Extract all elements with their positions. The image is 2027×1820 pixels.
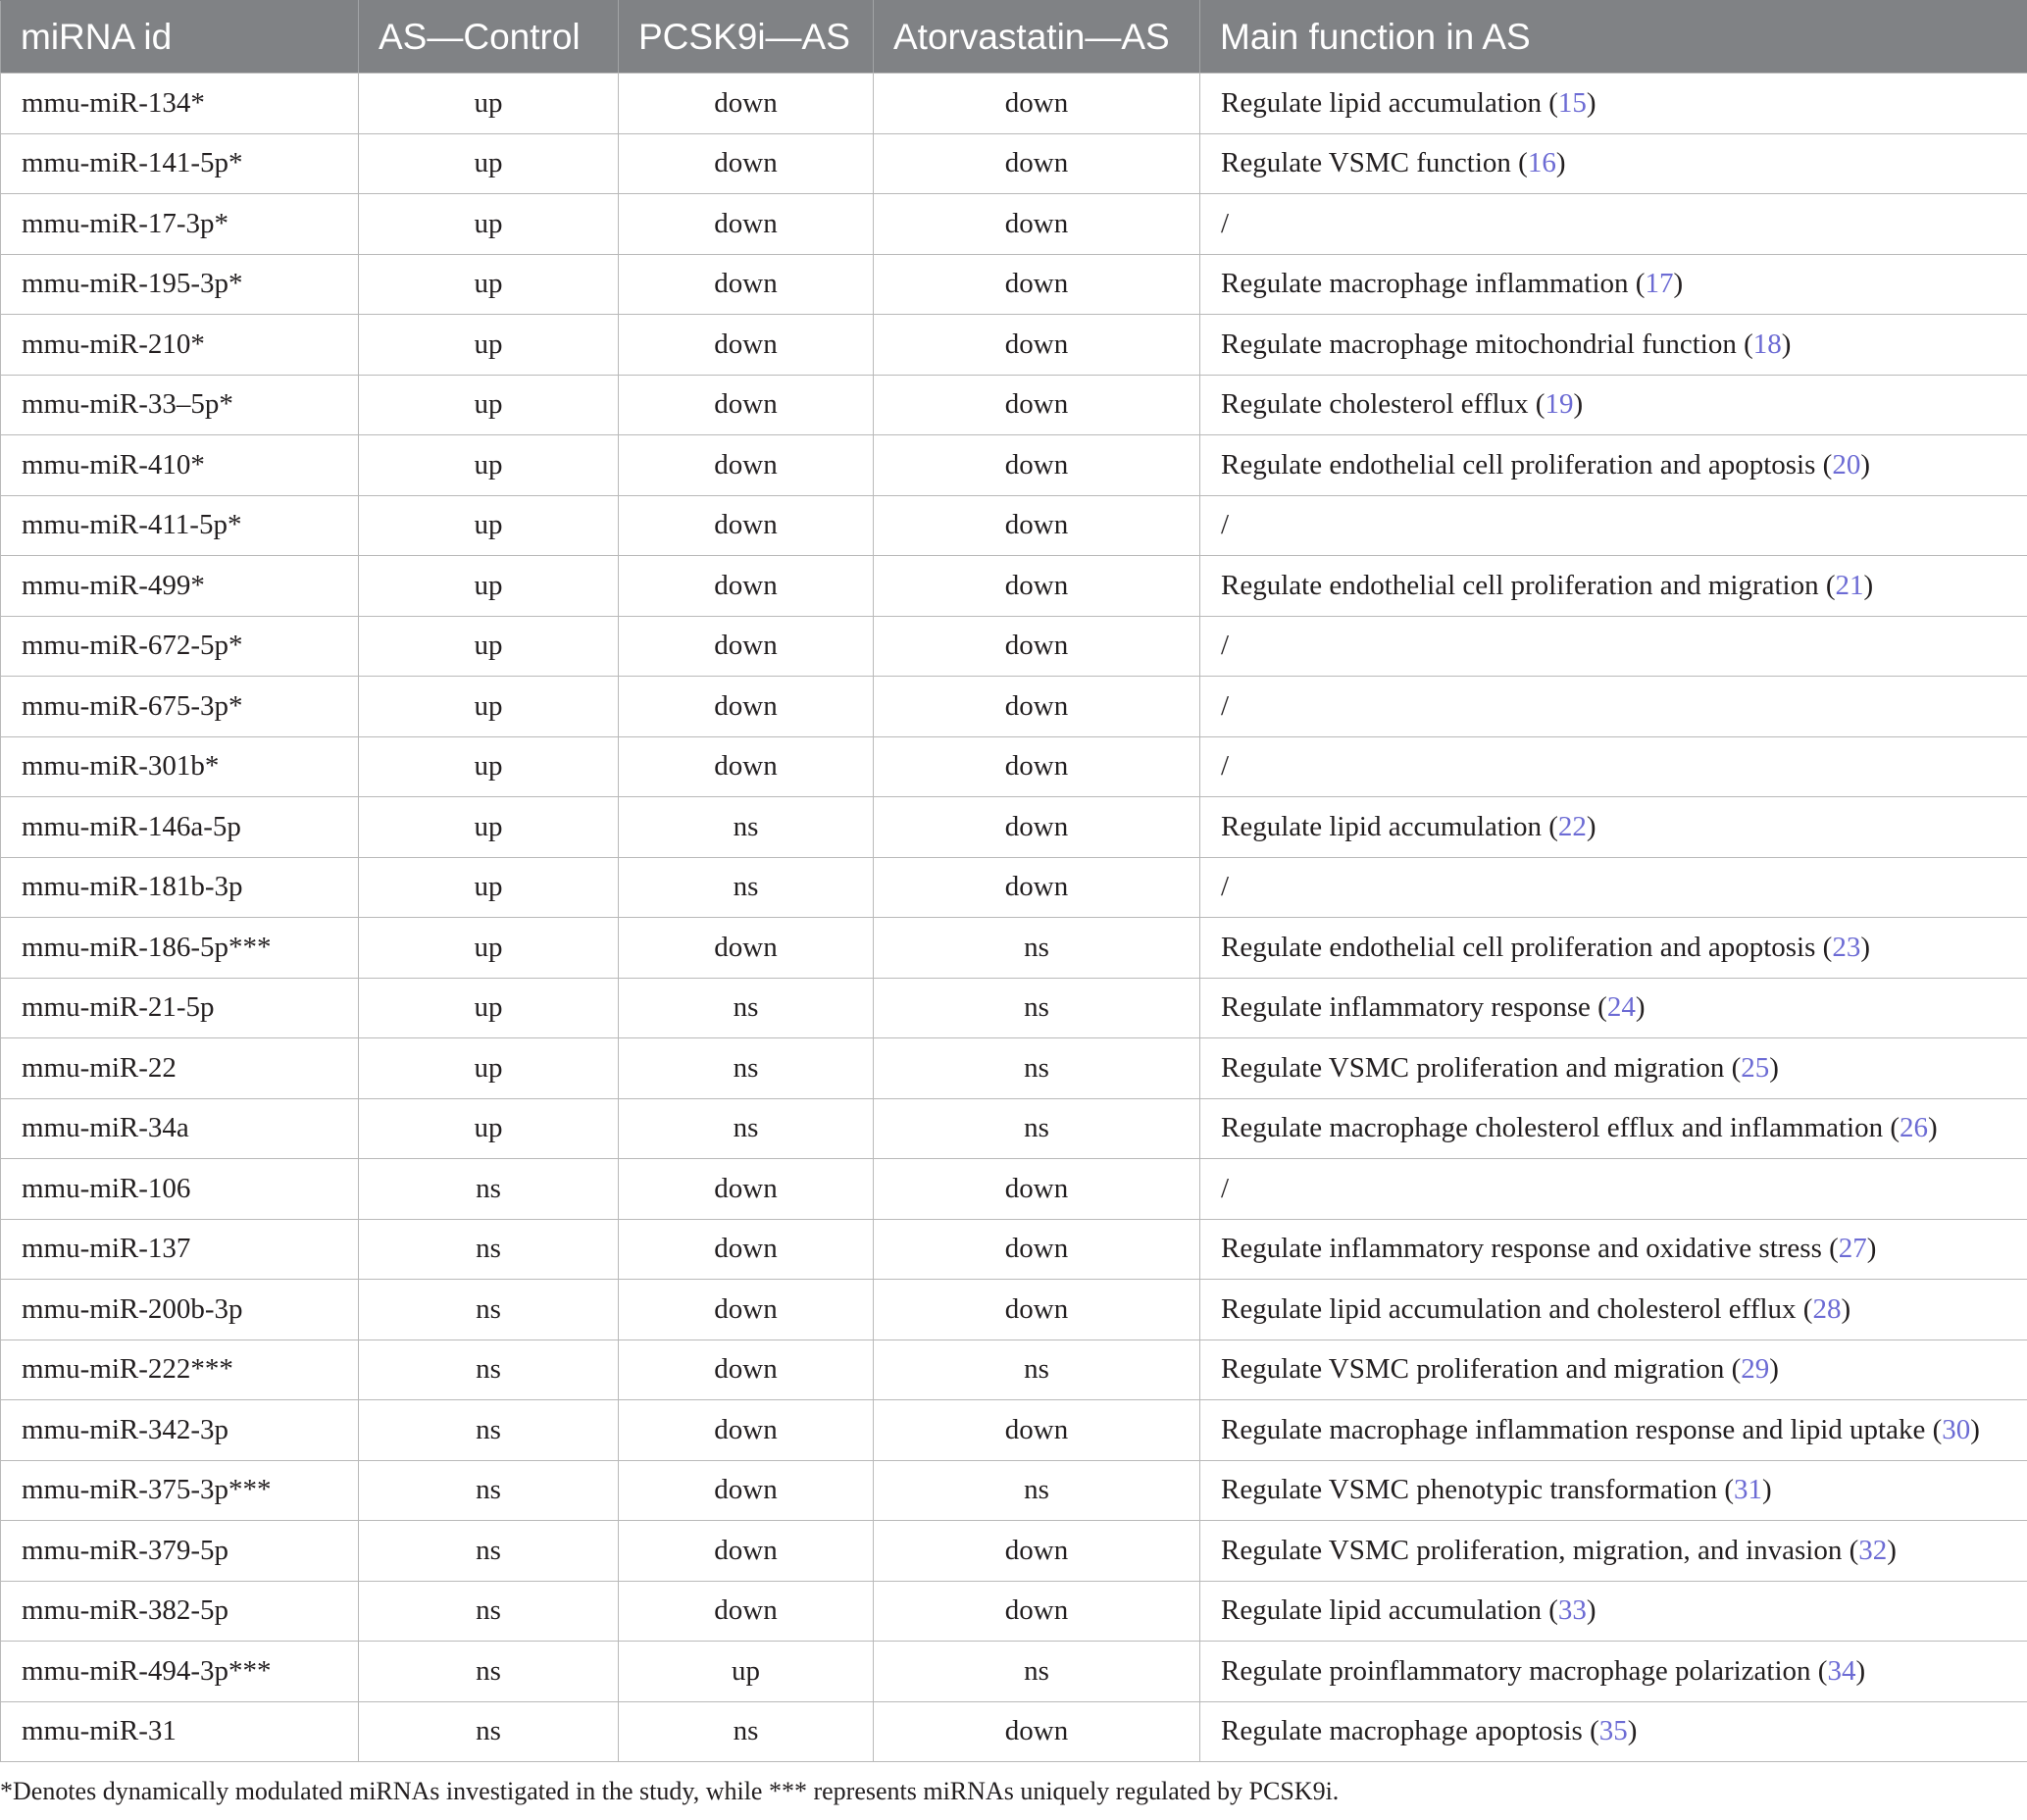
- mirna-id-cell: mmu-miR-301b*: [1, 736, 359, 797]
- citation-link[interactable]: ( 21 ): [1819, 570, 1874, 601]
- function-cell: [1200, 435, 2027, 496]
- as-control-cell: up: [359, 736, 619, 797]
- table-row: [1, 736, 2027, 797]
- pcsk9i-as-cell: down: [619, 556, 874, 617]
- table-row: [1, 315, 2027, 376]
- function-text: Regulate macrophage cholesterol efflux and inflammation: [1221, 1112, 1884, 1144]
- pcsk9i-as-cell: down: [619, 315, 874, 376]
- atorvastatin-as-cell: down: [874, 1400, 1200, 1461]
- mirna-id-cell: mmu-miR-411-5p*: [1, 495, 359, 556]
- function-cell: [1200, 495, 2027, 556]
- function-cell: [1200, 1098, 2027, 1159]
- as-control-cell: up: [359, 74, 619, 134]
- function-text: /: [1221, 750, 1230, 783]
- pcsk9i-as-cell: down: [619, 1521, 874, 1582]
- mirna-id-cell: mmu-miR-141-5p*: [1, 133, 359, 194]
- pcsk9i-as-cell: down: [619, 435, 874, 496]
- atorvastatin-as-cell: ns: [874, 1098, 1200, 1159]
- function-text: /: [1221, 689, 1230, 722]
- atorvastatin-as-cell: down: [874, 1159, 1200, 1220]
- as-control-cell: up: [359, 797, 619, 858]
- pcsk9i-as-cell: down: [619, 1280, 874, 1340]
- citation-link[interactable]: ( 33 ): [1542, 1594, 1596, 1626]
- header-as-control: AS—Control: [359, 1, 619, 74]
- table-header: [1, 1, 2027, 74]
- table-row: [1, 74, 2027, 134]
- pcsk9i-as-cell: down: [619, 495, 874, 556]
- atorvastatin-as-cell: down: [874, 1701, 1200, 1762]
- mirna-id-cell: mmu-miR-31: [1, 1701, 359, 1762]
- as-control-cell: up: [359, 133, 619, 194]
- pcsk9i-as-cell: down: [619, 1460, 874, 1521]
- pcsk9i-as-cell: up: [619, 1642, 874, 1702]
- pcsk9i-as-cell: down: [619, 194, 874, 255]
- function-cell: [1200, 1642, 2027, 1702]
- function-cell: [1200, 1038, 2027, 1099]
- table-row: [1, 435, 2027, 496]
- citation-link[interactable]: ( 22 ): [1542, 811, 1596, 842]
- function-cell: [1200, 1460, 2027, 1521]
- function-cell: [1200, 133, 2027, 194]
- mirna-id-cell: mmu-miR-146a-5p: [1, 797, 359, 858]
- table-row: [1, 1460, 2027, 1521]
- function-cell: [1200, 857, 2027, 918]
- citation-link[interactable]: ( 16 ): [1511, 147, 1566, 178]
- mirna-id-cell: mmu-miR-375-3p***: [1, 1460, 359, 1521]
- function-text: /: [1221, 207, 1230, 239]
- function-text: Regulate VSMC proliferation and migration: [1221, 1353, 1725, 1386]
- citation-link[interactable]: ( 24 ): [1591, 991, 1646, 1023]
- function-text: Regulate macrophage mitochondrial function: [1221, 328, 1737, 360]
- table-row: [1, 375, 2027, 435]
- as-control-cell: up: [359, 1098, 619, 1159]
- pcsk9i-as-cell: down: [619, 918, 874, 979]
- function-cell: [1200, 677, 2027, 737]
- atorvastatin-as-cell: down: [874, 74, 1200, 134]
- pcsk9i-as-cell: ns: [619, 857, 874, 918]
- table-row: [1, 254, 2027, 315]
- table-row: [1, 857, 2027, 918]
- function-cell: [1200, 1340, 2027, 1400]
- citation-link[interactable]: ( 29 ): [1724, 1353, 1779, 1385]
- citation-link[interactable]: ( 25 ): [1724, 1052, 1779, 1084]
- as-control-cell: up: [359, 375, 619, 435]
- atorvastatin-as-cell: down: [874, 857, 1200, 918]
- mirna-id-cell: mmu-miR-181b-3p: [1, 857, 359, 918]
- mirna-id-cell: mmu-miR-672-5p*: [1, 616, 359, 677]
- function-text: Regulate VSMC function: [1221, 147, 1511, 179]
- function-text: Regulate lipid accumulation: [1221, 1594, 1542, 1627]
- as-control-cell: up: [359, 495, 619, 556]
- atorvastatin-as-cell: down: [874, 677, 1200, 737]
- as-control-cell: up: [359, 1038, 619, 1099]
- mirna-id-cell: mmu-miR-106: [1, 1159, 359, 1220]
- as-control-cell: ns: [359, 1642, 619, 1702]
- function-text: /: [1221, 871, 1230, 903]
- function-cell: [1200, 978, 2027, 1038]
- mirna-id-cell: mmu-miR-17-3p*: [1, 194, 359, 255]
- atorvastatin-as-cell: down: [874, 736, 1200, 797]
- function-cell: [1200, 736, 2027, 797]
- function-text: Regulate inflammatory response: [1221, 991, 1591, 1024]
- citation-link[interactable]: ( 34 ): [1811, 1655, 1866, 1687]
- pcsk9i-as-cell: down: [619, 375, 874, 435]
- mirna-id-cell: mmu-miR-134*: [1, 74, 359, 134]
- function-text: /: [1221, 630, 1230, 662]
- citation-link[interactable]: ( 35 ): [1583, 1715, 1638, 1746]
- citation-link[interactable]: ( 18 ): [1737, 329, 1792, 360]
- mirna-id-cell: mmu-miR-379-5p: [1, 1521, 359, 1582]
- citation-link[interactable]: ( 30 ): [1925, 1414, 1980, 1445]
- pcsk9i-as-cell: down: [619, 1581, 874, 1642]
- function-cell: [1200, 1701, 2027, 1762]
- atorvastatin-as-cell: ns: [874, 1460, 1200, 1521]
- citation-link[interactable]: ( 31 ): [1717, 1474, 1772, 1505]
- mirna-id-cell: mmu-miR-499*: [1, 556, 359, 617]
- citation-link[interactable]: ( 32 ): [1842, 1535, 1897, 1566]
- atorvastatin-as-cell: down: [874, 616, 1200, 677]
- function-text: Regulate lipid accumulation: [1221, 86, 1542, 119]
- function-text: Regulate endothelial cell proliferation and migration: [1221, 569, 1819, 601]
- mirna-id-cell: mmu-miR-21-5p: [1, 978, 359, 1038]
- as-control-cell: ns: [359, 1340, 619, 1400]
- mirna-id-cell: mmu-miR-494-3p***: [1, 1642, 359, 1702]
- atorvastatin-as-cell: down: [874, 435, 1200, 496]
- table-row: [1, 133, 2027, 194]
- mirna-id-cell: mmu-miR-200b-3p: [1, 1280, 359, 1340]
- function-cell: [1200, 1400, 2027, 1461]
- pcsk9i-as-cell: down: [619, 616, 874, 677]
- atorvastatin-as-cell: down: [874, 1521, 1200, 1582]
- pcsk9i-as-cell: ns: [619, 1098, 874, 1159]
- pcsk9i-as-cell: ns: [619, 978, 874, 1038]
- as-control-cell: ns: [359, 1219, 619, 1280]
- mirna-id-cell: mmu-miR-410*: [1, 435, 359, 496]
- atorvastatin-as-cell: ns: [874, 918, 1200, 979]
- as-control-cell: up: [359, 857, 619, 918]
- as-control-cell: up: [359, 677, 619, 737]
- function-text: Regulate lipid accumulation and cholesterol efflux: [1221, 1292, 1797, 1325]
- citation-link[interactable]: ( 20 ): [1815, 449, 1870, 480]
- atorvastatin-as-cell: ns: [874, 1038, 1200, 1099]
- function-text: /: [1221, 1172, 1230, 1204]
- table-row: [1, 1219, 2027, 1280]
- table-row: [1, 1038, 2027, 1099]
- citation-link[interactable]: ( 28 ): [1797, 1293, 1851, 1325]
- function-cell: [1200, 74, 2027, 134]
- as-control-cell: up: [359, 616, 619, 677]
- function-cell: [1200, 616, 2027, 677]
- pcsk9i-as-cell: down: [619, 133, 874, 194]
- function-text: Regulate inflammatory response and oxidative stress: [1221, 1233, 1822, 1265]
- table-row: [1, 556, 2027, 617]
- function-text: Regulate lipid accumulation: [1221, 810, 1542, 842]
- atorvastatin-as-cell: ns: [874, 1642, 1200, 1702]
- header-row: [1, 1, 2027, 74]
- citation-link[interactable]: ( 19 ): [1529, 388, 1584, 420]
- table-row: [1, 1159, 2027, 1220]
- as-control-cell: up: [359, 556, 619, 617]
- atorvastatin-as-cell: ns: [874, 1340, 1200, 1400]
- pcsk9i-as-cell: down: [619, 677, 874, 737]
- atorvastatin-as-cell: down: [874, 133, 1200, 194]
- pcsk9i-as-cell: down: [619, 1400, 874, 1461]
- function-text: Regulate endothelial cell proliferation and apoptosis: [1221, 448, 1816, 480]
- function-cell: [1200, 918, 2027, 979]
- atorvastatin-as-cell: down: [874, 375, 1200, 435]
- header-mirna-id: miRNA id: [1, 1, 359, 74]
- atorvastatin-as-cell: down: [874, 1280, 1200, 1340]
- atorvastatin-as-cell: down: [874, 1581, 1200, 1642]
- as-control-cell: up: [359, 978, 619, 1038]
- function-text: Regulate VSMC proliferation and migration: [1221, 1051, 1725, 1084]
- header-main-function: Main function in AS: [1200, 1, 2027, 74]
- as-control-cell: up: [359, 194, 619, 255]
- table-row: [1, 1701, 2027, 1762]
- as-control-cell: ns: [359, 1701, 619, 1762]
- as-control-cell: ns: [359, 1521, 619, 1582]
- mirna-id-cell: mmu-miR-382-5p: [1, 1581, 359, 1642]
- citation-link[interactable]: ( 23 ): [1815, 932, 1870, 963]
- mirna-id-cell: mmu-miR-22: [1, 1038, 359, 1099]
- function-text: Regulate VSMC proliferation, migration, and invasion: [1221, 1534, 1843, 1566]
- as-control-cell: up: [359, 435, 619, 496]
- as-control-cell: ns: [359, 1581, 619, 1642]
- function-text: Regulate macrophage inflammation response and lipid uptake: [1221, 1413, 1926, 1445]
- mirna-id-cell: mmu-miR-34a: [1, 1098, 359, 1159]
- mirna-id-cell: mmu-miR-137: [1, 1219, 359, 1280]
- table-row: [1, 616, 2027, 677]
- function-text: Regulate macrophage inflammation: [1221, 268, 1629, 300]
- pcsk9i-as-cell: down: [619, 1340, 874, 1400]
- as-control-cell: ns: [359, 1460, 619, 1521]
- table-footnote: *Denotes dynamically modulated miRNAs investigated in the study, while *** represents miRNAs uniquely regulated by PCSK9i.: [0, 1777, 1340, 1805]
- as-control-cell: ns: [359, 1159, 619, 1220]
- pcsk9i-as-cell: down: [619, 1219, 874, 1280]
- citation-link[interactable]: ( 26 ): [1883, 1112, 1938, 1143]
- table-row: [1, 1340, 2027, 1400]
- header-pcsk9i-as: PCSK9i—AS: [619, 1, 874, 74]
- function-text: Regulate proinflammatory macrophage polarization: [1221, 1654, 1811, 1687]
- table-row: [1, 1521, 2027, 1582]
- pcsk9i-as-cell: down: [619, 74, 874, 134]
- pcsk9i-as-cell: ns: [619, 797, 874, 858]
- mirna-id-cell: mmu-miR-342-3p: [1, 1400, 359, 1461]
- mirna-id-cell: mmu-miR-210*: [1, 315, 359, 376]
- header-atorvastatin-as: Atorvastatin—AS: [874, 1, 1200, 74]
- atorvastatin-as-cell: down: [874, 797, 1200, 858]
- table-row: [1, 677, 2027, 737]
- as-control-cell: up: [359, 918, 619, 979]
- citation-link[interactable]: ( 27 ): [1822, 1233, 1877, 1264]
- function-cell: [1200, 1521, 2027, 1582]
- mirna-id-cell: mmu-miR-195-3p*: [1, 254, 359, 315]
- as-control-cell: ns: [359, 1280, 619, 1340]
- table-row: [1, 797, 2027, 858]
- function-cell: [1200, 315, 2027, 376]
- table-row: [1, 918, 2027, 979]
- pcsk9i-as-cell: ns: [619, 1701, 874, 1762]
- function-cell: [1200, 1219, 2027, 1280]
- function-cell: [1200, 797, 2027, 858]
- table-row: [1, 1280, 2027, 1340]
- table-row: [1, 1642, 2027, 1702]
- atorvastatin-as-cell: down: [874, 315, 1200, 376]
- atorvastatin-as-cell: down: [874, 254, 1200, 315]
- as-control-cell: up: [359, 254, 619, 315]
- function-cell: [1200, 254, 2027, 315]
- function-text: Regulate VSMC phenotypic transformation: [1221, 1474, 1718, 1506]
- function-text: Regulate macrophage apoptosis: [1221, 1715, 1583, 1747]
- function-cell: [1200, 1159, 2027, 1220]
- table-row: [1, 194, 2027, 255]
- function-text: Regulate endothelial cell proliferation and apoptosis: [1221, 931, 1816, 963]
- mirna-id-cell: mmu-miR-222***: [1, 1340, 359, 1400]
- mirna-id-cell: mmu-miR-186-5p***: [1, 918, 359, 979]
- as-control-cell: ns: [359, 1400, 619, 1461]
- pcsk9i-as-cell: down: [619, 254, 874, 315]
- mirna-id-cell: mmu-miR-33–5p*: [1, 375, 359, 435]
- function-cell: [1200, 375, 2027, 435]
- table-row: [1, 1400, 2027, 1461]
- atorvastatin-as-cell: down: [874, 495, 1200, 556]
- pcsk9i-as-cell: ns: [619, 1038, 874, 1099]
- citation-link[interactable]: ( 15 ): [1542, 87, 1596, 119]
- as-control-cell: up: [359, 315, 619, 376]
- citation-link[interactable]: ( 17 ): [1629, 268, 1684, 299]
- table-row: [1, 1098, 2027, 1159]
- function-cell: [1200, 1581, 2027, 1642]
- function-text: Regulate cholesterol efflux: [1221, 388, 1529, 421]
- atorvastatin-as-cell: down: [874, 1219, 1200, 1280]
- atorvastatin-as-cell: down: [874, 194, 1200, 255]
- pcsk9i-as-cell: down: [619, 1159, 874, 1220]
- mirna-id-cell: mmu-miR-675-3p*: [1, 677, 359, 737]
- table-row: [1, 978, 2027, 1038]
- pcsk9i-as-cell: down: [619, 736, 874, 797]
- function-text: /: [1221, 509, 1230, 541]
- table-row: [1, 495, 2027, 556]
- atorvastatin-as-cell: ns: [874, 978, 1200, 1038]
- table-row: [1, 1581, 2027, 1642]
- table-body: [1, 74, 2027, 1762]
- function-cell: [1200, 1280, 2027, 1340]
- function-cell: [1200, 556, 2027, 617]
- atorvastatin-as-cell: down: [874, 556, 1200, 617]
- function-cell: [1200, 194, 2027, 255]
